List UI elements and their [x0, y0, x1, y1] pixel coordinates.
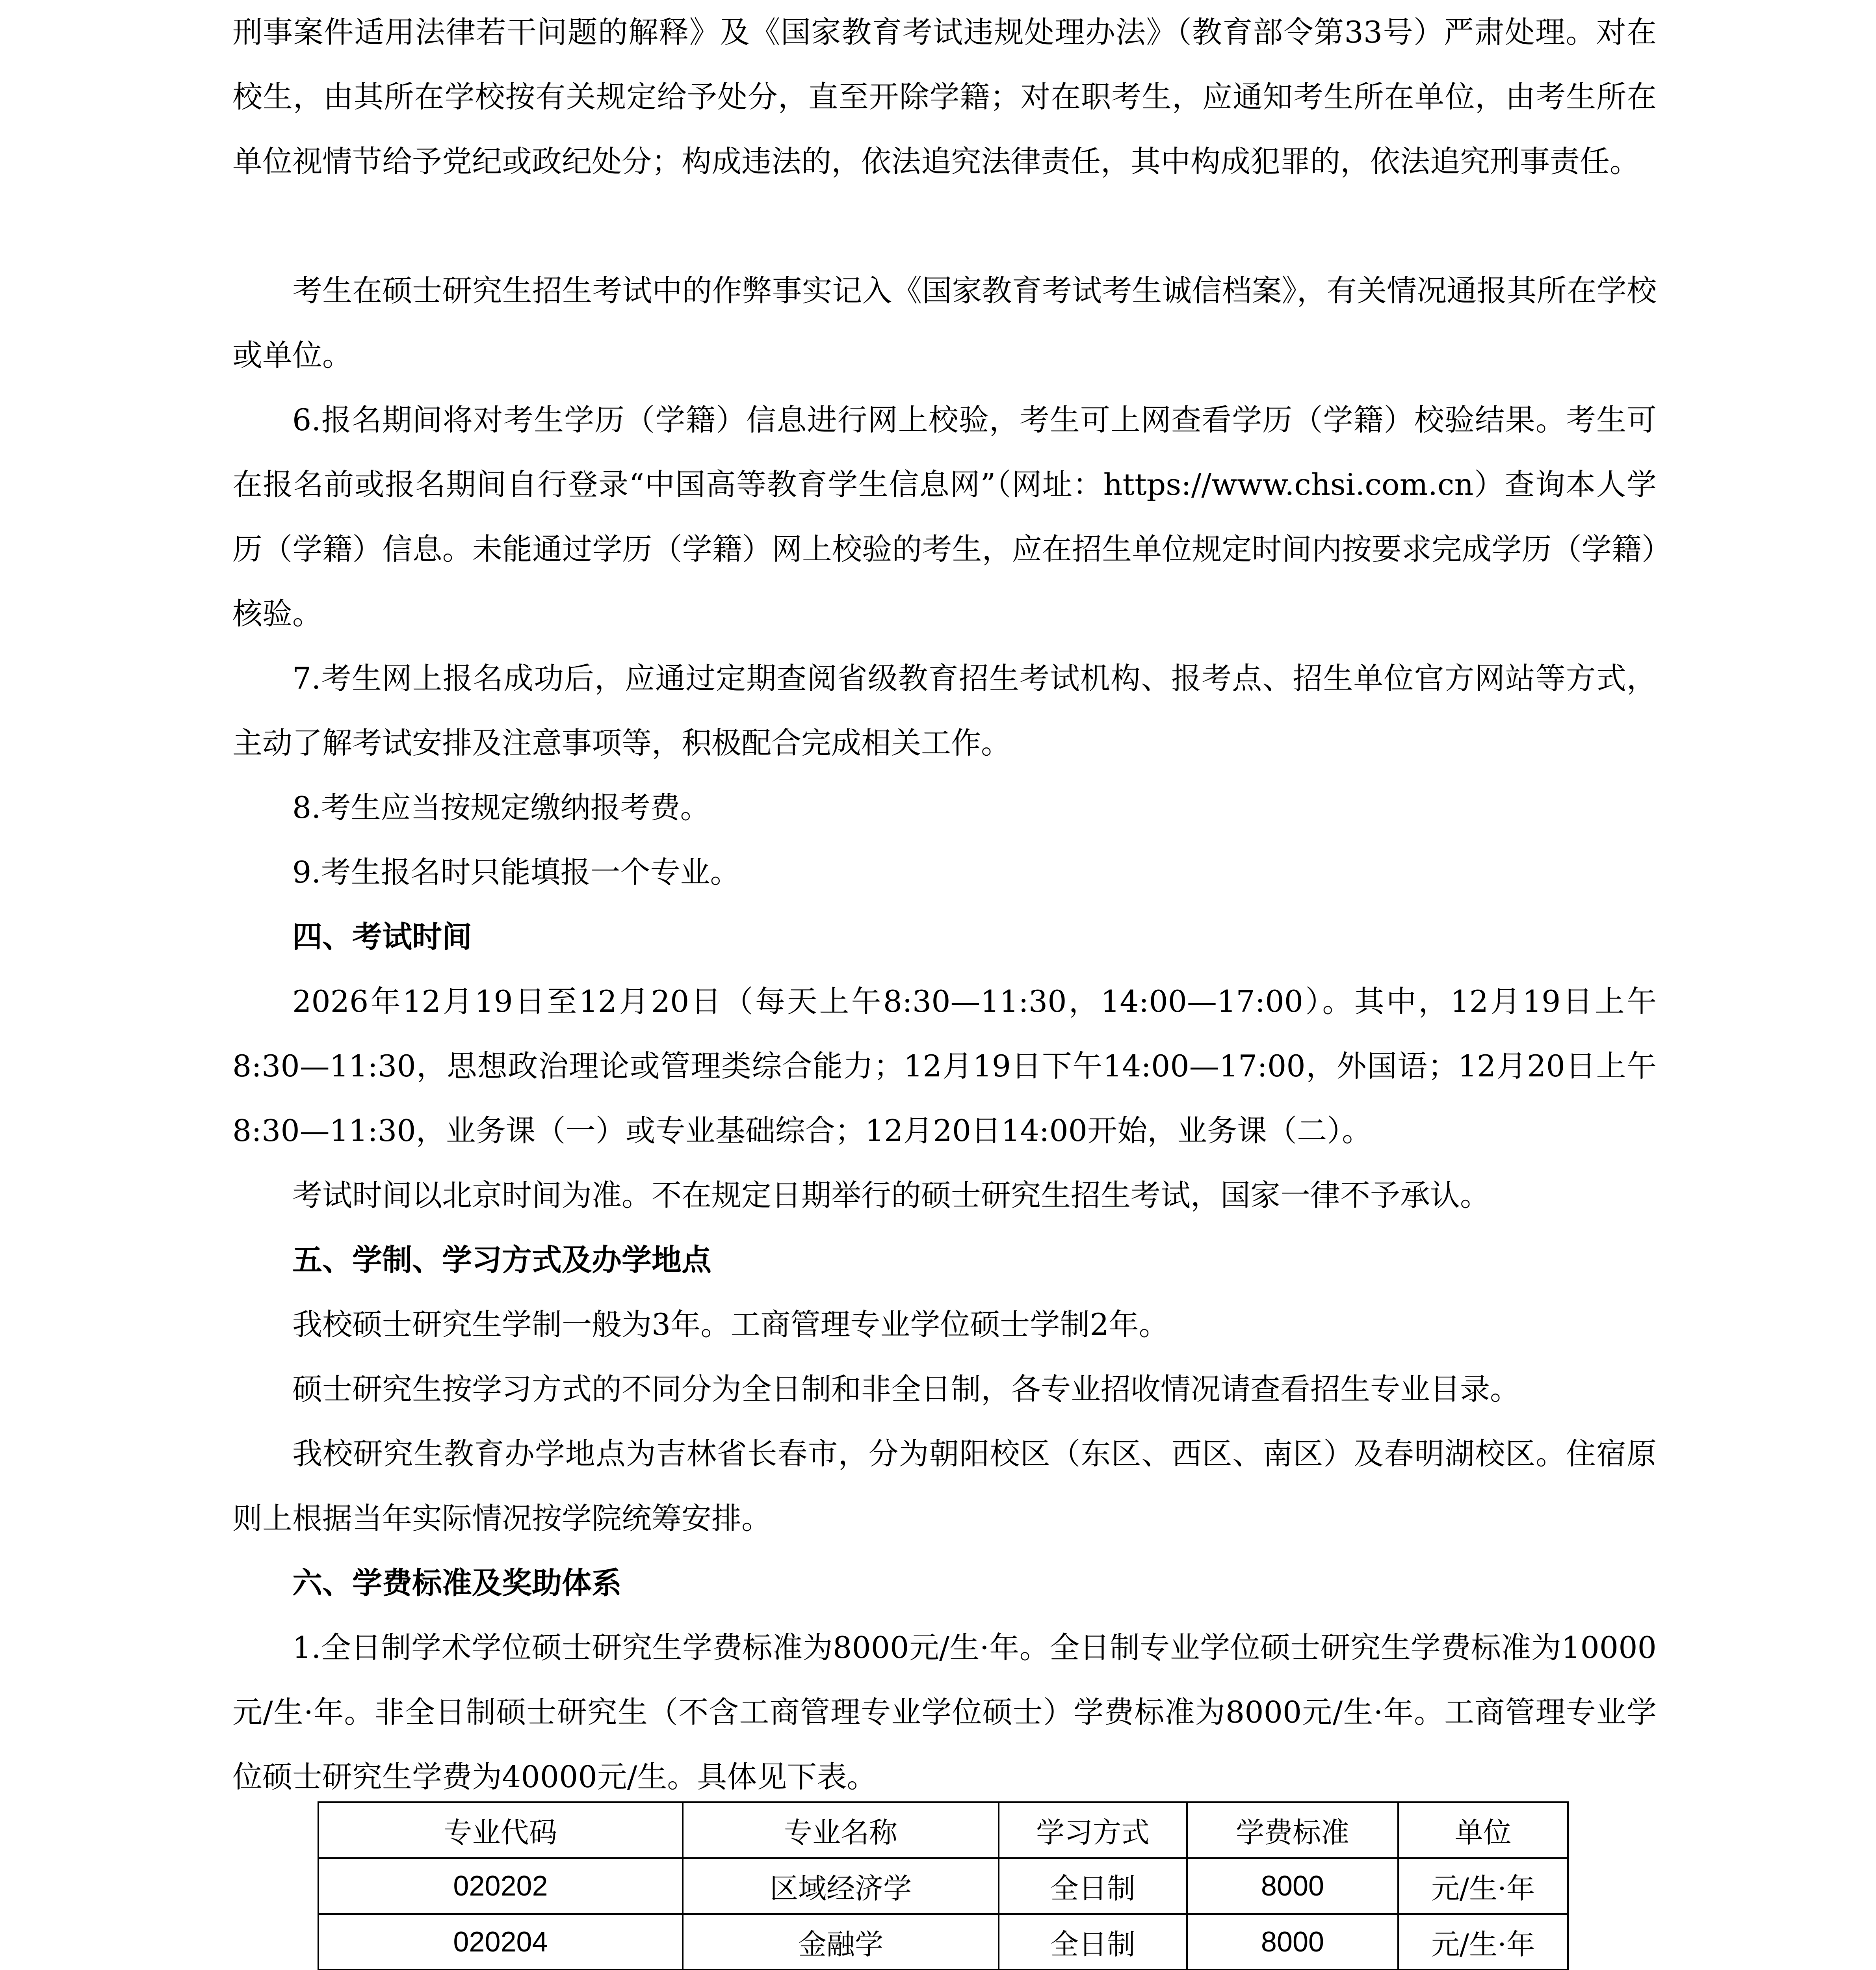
column-header-code: 专业代码 [318, 1802, 683, 1858]
section-heading-tuition [232, 1551, 1657, 1615]
paragraph-item-6 [232, 388, 1657, 646]
paragraph-item-8 [232, 775, 1657, 840]
paragraph-item-7 [232, 646, 1657, 775]
paragraph-item-9 [232, 840, 1657, 905]
table-row [318, 1914, 1568, 1970]
paragraph-text: 2026年12月19日至12月20日（每天上午8:30—11:30，14:00—17:00）。其中，12月19日上午8:30—11:30，思想政治理论或管理类综合能力；12月19日下午14:00—17:00，外国语；12月20日上午8:30—11:30，业务课（一）或专业基础综合；12月20日14:00开始，业务课（二）。 [232, 984, 1657, 1148]
paragraph-exam-schedule [232, 969, 1657, 1163]
paragraph-text: 考试时间以北京时间为准。不在规定日期举行的硕士研究生招生考试，国家一律不予承认。 [292, 1178, 1490, 1213]
cell-code: 020202 [318, 1858, 683, 1914]
cell-mode: 全日制 [999, 1914, 1187, 1970]
paragraph-duration [232, 1292, 1657, 1357]
section-heading: 五、学制、学习方式及办学地点 [292, 1242, 711, 1277]
cell-fee: 8000 [1187, 1858, 1398, 1914]
column-header-fee: 学费标准 [1187, 1802, 1398, 1858]
cell-unit: 元/生·年 [1398, 1858, 1568, 1914]
paragraph-text: 刑事案件适用法律若干问题的解释》及《国家教育考试违规处理办法》（教育部令第33号）严肃处理。对在校生，由其所在学校按有关规定给予处分，直至开除学籍；对在职考生，应通知考生所在单位，由考生所在单位视情节给予党纪或政纪处分；构成违法的，依法追究法律责任，其中构成犯罪的，依法追究刑事责任。 [232, 15, 1657, 179]
section-heading-schooling [232, 1228, 1657, 1292]
paragraph-beijing-time [232, 1163, 1657, 1228]
paragraph-text: 我校研究生教育办学地点为吉林省长春市，分为朝阳校区（东区、西区、南区）及春明湖校区。住宿原则上根据当年实际情况按学院统筹安排。 [232, 1436, 1657, 1536]
paragraph-violation-handling [232, 0, 1657, 194]
paragraph-tuition-standard [232, 1615, 1657, 1809]
paragraph-text: 7.考生网上报名成功后，应通过定期查阅省级教育招生考试机构、报考点、招生单位官方网站等方式，主动了解考试安排及注意事项等，积极配合完成相关工作。 [232, 661, 1657, 760]
column-header-mode: 学习方式 [999, 1802, 1187, 1858]
paragraph-text: 8.考生应当按规定缴纳报考费。 [292, 790, 710, 825]
paragraph-text: 9.考生报名时只能填报一个专业。 [292, 855, 740, 890]
column-header-name: 专业名称 [683, 1802, 999, 1858]
tuition-fee-table [318, 1801, 1569, 1970]
paragraph-text: 考生在硕士研究生招生考试中的作弊事实记入《国家教育考试考生诚信档案》，有关情况通报其所在学校或单位。 [232, 273, 1657, 373]
cell-mode: 全日制 [999, 1858, 1187, 1914]
cell-unit: 元/生·年 [1398, 1914, 1568, 1970]
paragraph-integrity-record [232, 258, 1657, 388]
paragraph-text: 我校硕士研究生学制一般为3年。工商管理专业学位硕士学制2年。 [292, 1307, 1169, 1342]
section-heading-exam-time [232, 905, 1657, 969]
table-row [318, 1858, 1568, 1914]
paragraph-text: 硕士研究生按学习方式的不同分为全日制和非全日制，各专业招收情况请查看招生专业目录。 [292, 1372, 1520, 1407]
cell-name: 区域经济学 [683, 1858, 999, 1914]
paragraph-study-mode [232, 1357, 1657, 1422]
section-heading: 四、考试时间 [292, 919, 472, 954]
column-header-unit: 单位 [1398, 1802, 1568, 1858]
table-header-row [318, 1802, 1568, 1858]
paragraph-text: 6.报名期间将对考生学历（学籍）信息进行网上校验，考生可上网查看学历（学籍）校验结果。考生可在报名前或报名期间自行登录“中国高等教育学生信息网”（网址：https://www.chsi.com.cn）查询本人学历（学籍）信息。未能通过学历（学籍）网上校验的考生，应在招生单位规定时间内按要求完成学历（学籍）核验。 [232, 402, 1657, 631]
section-heading: 六、学费标准及奖助体系 [292, 1565, 622, 1600]
cell-fee: 8000 [1187, 1914, 1398, 1970]
paragraph-text: 1.全日制学术学位硕士研究生学费标准为8000元/生·年。全日制专业学位硕士研究生学费标准为10000元/生·年。非全日制硕士研究生（不含工商管理专业学位硕士）学费标准为8000元/生·年。工商管理专业学位硕士研究生学费为40000元/生。具体见下表。 [232, 1630, 1657, 1794]
cell-name: 金融学 [683, 1914, 999, 1970]
cell-code: 020204 [318, 1914, 683, 1970]
paragraph-location [232, 1422, 1657, 1551]
